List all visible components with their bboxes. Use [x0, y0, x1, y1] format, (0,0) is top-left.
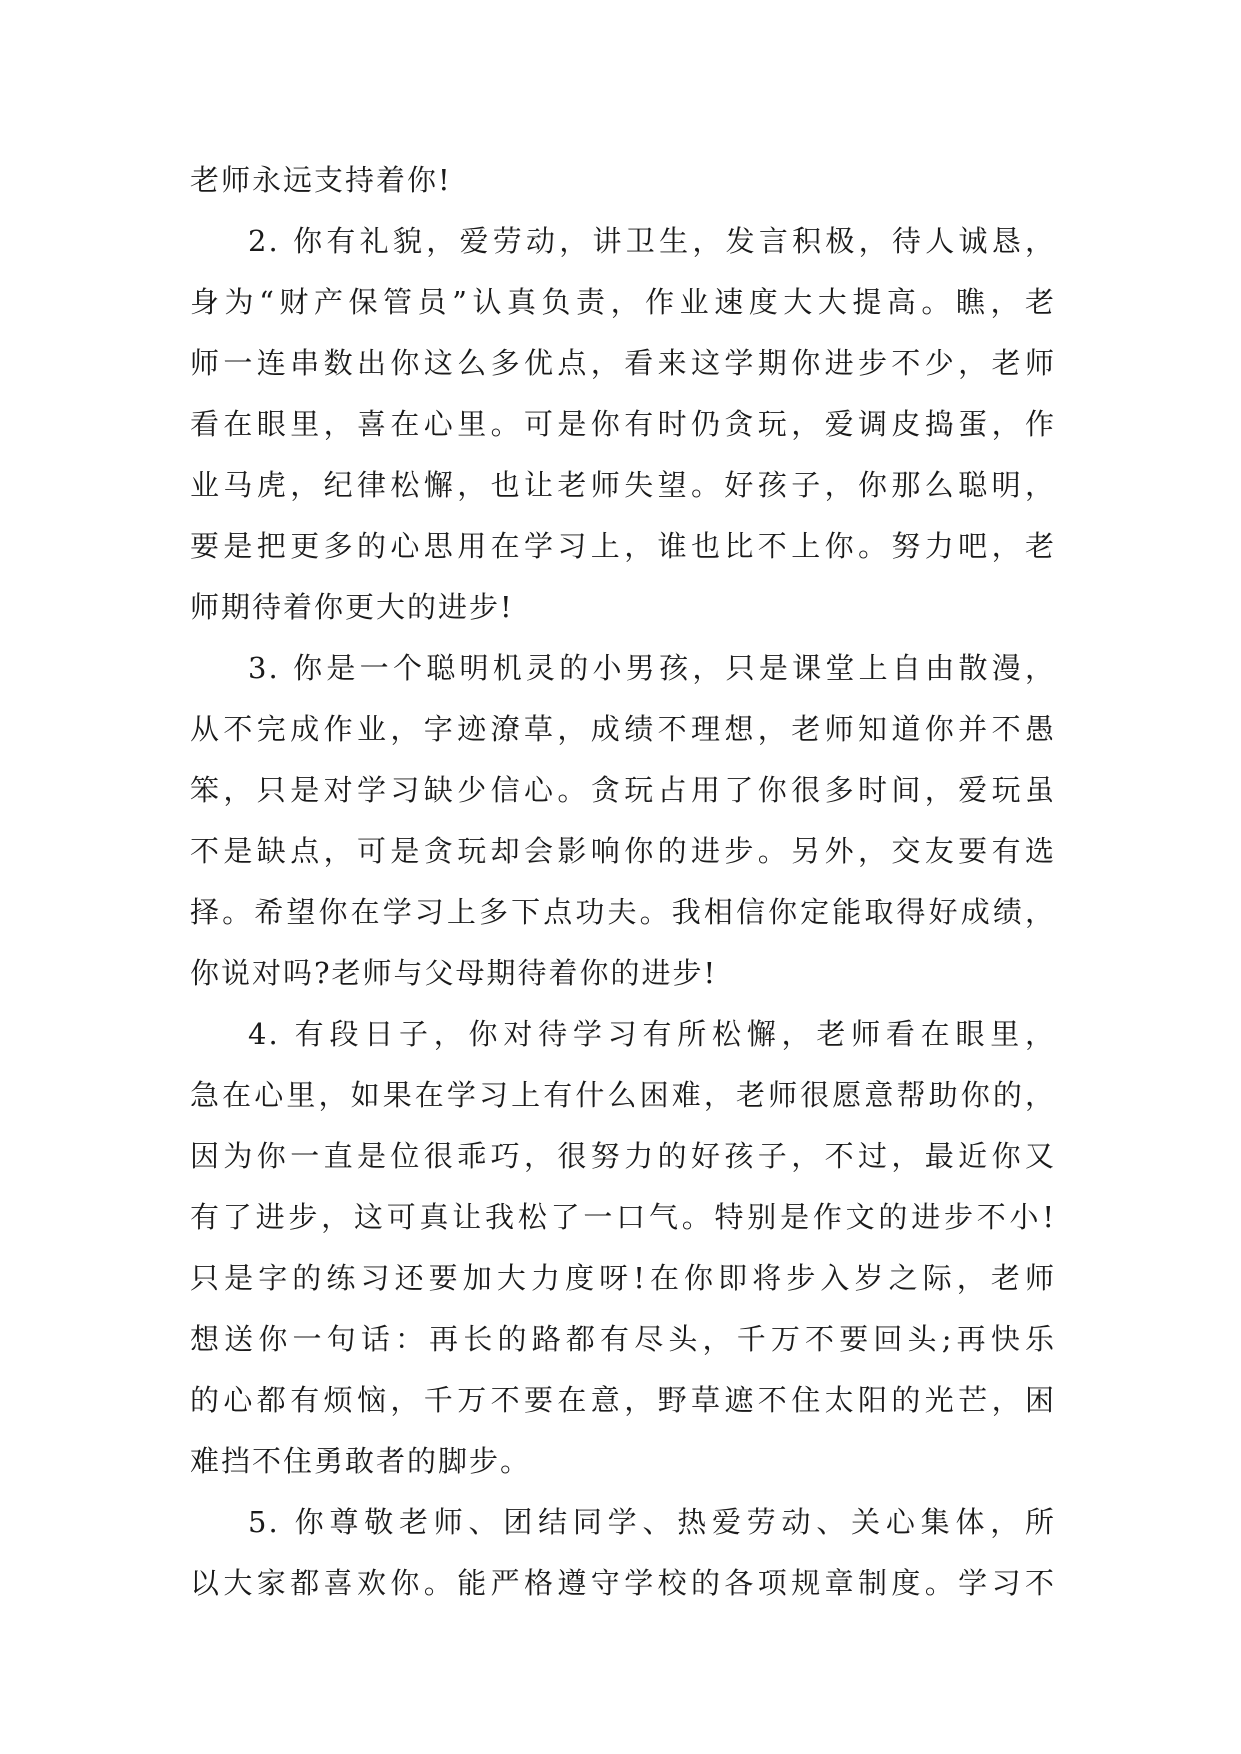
document-text-line: 看在眼里，喜在心里。可是你有时仍贪玩，爱调皮捣蛋，作 [190, 407, 1056, 441]
document-text-line: 要是把更多的心思用在学习上，谁也比不上你。努力吧，老 [190, 529, 1056, 563]
document-text-line: 笨，只是对学习缺少信心。贪玩占用了你很多时间，爱玩虽 [190, 773, 1056, 807]
document-text-line: 3. 你是一个聪明机灵的小男孩，只是课堂上自由散漫， [248, 651, 1056, 685]
document-text-line: 以大家都喜欢你。能严格遵守学校的各项规章制度。学习不 [190, 1566, 1056, 1600]
document-text-line: 业马虎，纪律松懈，也让老师失望。好孩子，你那么聪明， [190, 468, 1056, 502]
document-text-line: 不是缺点，可是贪玩却会影响你的进步。另外，交友要有选 [190, 834, 1056, 868]
document-text-line: 只是字的练习还要加大力度呀!在你即将步入岁之际，老师 [190, 1261, 1056, 1295]
document-text-line: 想送你一句话：再长的路都有尽头，千万不要回头;再快乐 [190, 1322, 1056, 1356]
document-text-line: 因为你一直是位很乖巧，很努力的好孩子，不过，最近你又 [190, 1139, 1056, 1173]
document-text-line: 择。希望你在学习上多下点功夫。我相信你定能取得好成绩， [190, 895, 1056, 929]
document-text-line: 急在心里，如果在学习上有什么困难，老师很愿意帮助你的， [190, 1078, 1056, 1112]
document-text-line: 5. 你尊敬老师、团结同学、热爱劳动、关心集体，所 [248, 1505, 1056, 1539]
document-text-line: 有了进步，这可真让我松了一口气。特别是作文的进步不小! [190, 1200, 1056, 1234]
document-text-line: 从不完成作业，字迹潦草，成绩不理想，老师知道你并不愚 [190, 712, 1056, 746]
document-text-line: 老师永远支持着你! [190, 163, 452, 197]
document-text-line: 难挡不住勇敢者的脚步。 [190, 1444, 532, 1478]
document-text-line: 你说对吗?老师与父母期待着你的进步! [190, 956, 718, 990]
document-text-line: 身为“财产保管员”认真负责，作业速度大大提高。瞧，老 [190, 285, 1056, 319]
document-body [190, 150, 1056, 1614]
document-text-line: 的心都有烦恼，千万不要在意，野草遮不住太阳的光芒，困 [190, 1383, 1056, 1417]
document-text-line: 师一连串数出你这么多优点，看来这学期你进步不少，老师 [190, 346, 1056, 380]
document-text-line: 2. 你有礼貌，爱劳动，讲卫生，发言积极，待人诚恳， [248, 224, 1056, 258]
document-text-line: 4. 有段日子，你对待学习有所松懈，老师看在眼里， [248, 1017, 1056, 1051]
document-text-line: 师期待着你更大的进步! [190, 590, 514, 624]
